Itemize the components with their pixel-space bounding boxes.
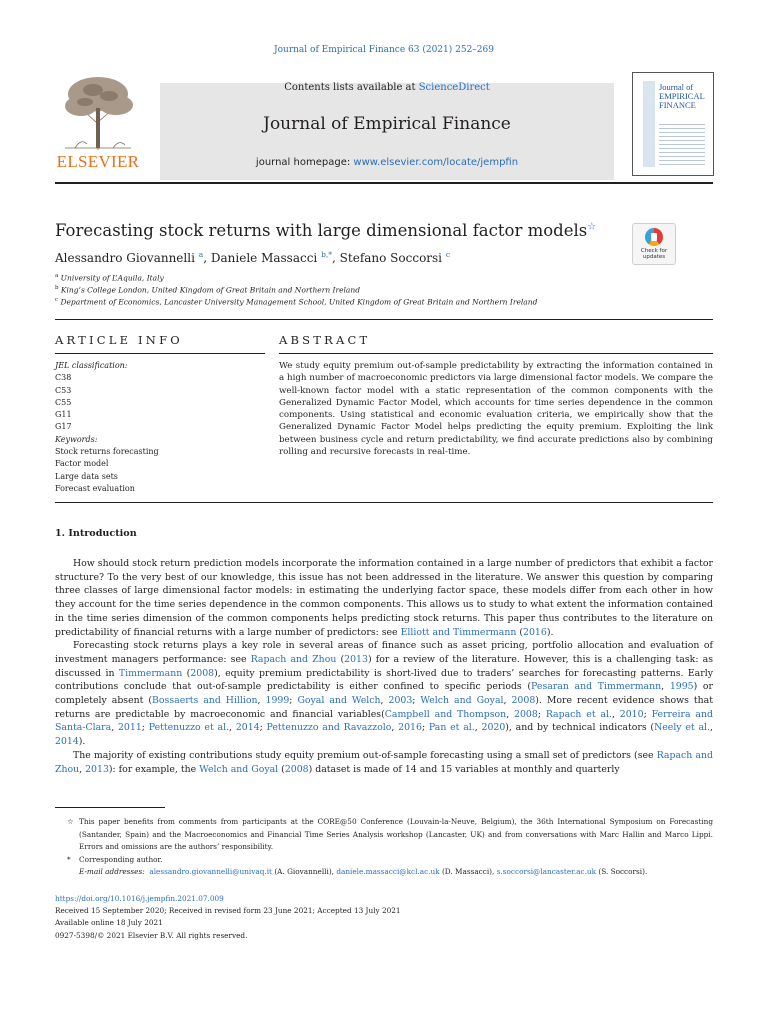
text-run: ; [259,722,267,734]
title-footnote-mark[interactable]: ☆ [587,221,597,233]
doi-link[interactable]: https://doi.org/10.1016/j.jempfin.2021.07.009 [55,894,224,903]
affiliation-mark: b [55,285,59,291]
text-run: ; [643,708,652,720]
citation-year-link[interactable]: 2008 [514,708,538,720]
footnote-asterisk-mark: * [67,854,71,864]
text-run: How should stock return prediction models incorporate the information contained in a large number of predictors that exhibit a factor structure? To the very best of our knowledge, this issue has not been addressed in the literature. We answer this question by comparing three classes of large dimensional factor models: in estimating the underlying factor space, these models differ from each other in how they account for the time series dependence in the common components. This allows us to study to what extent the information contained in the time series dimension of the common components helps predicting stock returns. This paper thus contributes to the literature on predictability of financial returns with a large number of predictors: see [55,558,713,638]
author-affil-mark[interactable]: c [445,250,451,259]
available-online: Available online 18 July 2021 [55,918,163,928]
text-run: , [474,722,482,734]
text-run: ) for a review of the literature. However, this is a challenging task: as discussed in [55,653,713,679]
footnote-emails [55,866,713,879]
footnote-acknowledgement-text: This paper benefits from comments from participants at the CORE@50 Conference (Louvain-la-Neuve, Belgium), the 36th International Symposium on Forecasting (Santander, Spain) and the Macroeconomics and Financial Time Series Analysis workshop (Lancaster, UK) and from conversations with Marc Hallin and Marco Lippi. Errors and omissions are the authors’ responsibility. [79,817,713,851]
citation-year-link[interactable]: 2014 [235,722,260,734]
text-run: , [391,722,399,734]
text-run: , [79,763,86,775]
keyword: Stock returns forecasting [55,447,159,457]
check-updates-label [633,248,675,260]
email-link[interactable]: daniele.massacci@kcl.ac.uk [336,867,440,876]
check-updates-line-1: Check for [640,248,668,254]
cover-title-line-1: Journal of [659,82,694,92]
text-run: , [111,722,118,734]
check-updates-icon [645,228,663,246]
text-run: ), equity premium predictability is short-lived due to traders’ searches for forecasting patterns. Early contributions conclude that out-of-sample predictability is either confined to specific periods ( [55,667,713,693]
footnote-star-mark: ☆ [67,817,74,826]
text-run: ( [278,763,285,775]
affiliation [55,273,164,283]
jel-code: C38 [55,373,72,383]
affiliation [55,285,360,295]
text-run: ; [289,695,298,707]
citation-link[interactable]: Welch and Goyal [420,695,504,707]
citation-link[interactable]: Bossaerts and Hillion [152,695,258,707]
affiliation-text: Department of Economics, Lancaster University Management School, United Kingdom of Great Britain and Northern Ireland [60,297,538,307]
affiliation [55,297,537,307]
citation-year-link[interactable]: 2011 [117,722,142,734]
text-run: ; [141,722,149,734]
jel-code: G11 [55,410,72,420]
footnotes [55,816,713,879]
jel-code: C55 [55,397,72,407]
citation-year-link[interactable]: 2010 [619,708,644,720]
homepage-link[interactable]: www.elsevier.com/locate/jempfin [353,157,519,168]
citation-link[interactable]: Campbell and Thompson [384,708,507,720]
citation-link[interactable]: Elliott and Timmermann [400,626,517,638]
citation-year-link[interactable]: 2014 [55,736,79,748]
citation-year-link[interactable]: 2016 [523,626,547,638]
email-owner: (D. Massacci), [441,867,495,876]
citation-link[interactable]: Pettenuzzo and Ravazzolo [266,722,392,734]
keyword: Large data sets [55,471,118,481]
author-name[interactable]: Daniele Massacci [210,251,318,265]
citation-year-link[interactable]: 2008 [511,695,536,707]
elsevier-logo [55,72,141,176]
affiliation-text: University of L’Aquila, Italy [60,273,164,283]
citation-year-link[interactable]: 2003 [388,695,413,707]
text-run: ). More recent evidence shows that returns are predictable by macroeconomic and financial variables( [55,695,713,720]
text-run: ; [412,695,421,707]
text-run: ): for example, the [108,763,200,775]
text-run: ; [537,708,546,720]
citation-link[interactable]: Welch and Goyal [199,763,279,775]
front-matter [55,893,713,942]
email-link[interactable]: alessandro.giovannelli@univaq.it [149,867,272,876]
cover-title [659,83,709,110]
body-paragraph [55,639,713,749]
citation-year-link[interactable]: 2013 [85,763,109,775]
contents-line [160,82,614,94]
affiliation-mark: c [55,297,59,303]
keywords-label: Keywords: [55,434,98,444]
copyright-line: 0927-5398/© 2021 Elsevier B.V. All rights reserved. [55,930,248,940]
article-info-panel [55,360,265,495]
citation-link[interactable]: Rapach and Zhou [55,749,714,775]
received-dates: Received 15 September 2020; Received in revised form 23 June 2021; Accepted 13 July 2021 [55,906,401,916]
email-link[interactable]: s.soccorsi@lancaster.ac.uk [496,867,597,876]
homepage-prefix: journal homepage: [255,157,354,168]
citation-link[interactable]: Pettenuzzo et al. [148,722,230,734]
email-label: E-mail addresses: [79,867,145,876]
text-run: ), and by technical indicators ( [505,722,655,734]
text-run: , [503,695,512,707]
author-list: Alessandro Giovannelli $^a$, Daniele Massacci $^{b,*}$, Stefano Soccorsi $^c$ [55,250,451,265]
citation-year-link[interactable]: 2013 [344,653,368,665]
keyword: Factor model [55,459,109,469]
text-run: , [709,722,713,734]
abstract-rule [279,353,713,354]
text-run: Forecasting stock returns plays a key role in several areas of finance such as asset pricing, portfolio allocation and evaluation of investment managers performance: see [55,640,713,665]
sciencedirect-link[interactable]: ScienceDirect [418,82,490,93]
introduction-body [55,557,713,776]
text-run: , [380,695,389,707]
citation-year-link[interactable]: 2016 [398,722,422,734]
text-run: , [257,695,266,707]
author-name[interactable]: Stefano Soccorsi [339,251,443,265]
citation-link[interactable]: Pesaran and Timmermann [531,681,662,693]
text-run: ; [421,722,429,734]
author-affil-mark[interactable]: b,* [321,250,333,259]
text-run: ) dataset is made of 14 and 15 variables at monthly and quarterly [308,763,620,775]
jel-code: G17 [55,422,72,432]
citation-year-link[interactable]: 2020 [481,722,506,734]
text-run: , [661,681,670,693]
check-updates-line-2: updates [642,254,666,260]
citation-link[interactable]: Ferreira and Santa-Clara [55,708,713,734]
article-info-heading: ARTICLE INFO [55,333,183,347]
masthead-rule [55,182,713,184]
citation-link[interactable]: Neely et al. [654,722,710,734]
citation-link[interactable]: Pan et al. [428,722,475,734]
text-run: , [611,708,620,720]
citation-link[interactable]: Rapach et al. [545,708,612,720]
journal-reference-link[interactable]: Journal of Empirical Finance 63 (2021) 252–269 [274,45,494,55]
keyword: Forecast evaluation [55,483,135,493]
abstract-text: We study equity premium out-of-sample predictability by extracting the information contained in a high number of macroeconomic predictors via large dimensional factor models. We compare the well-known factor model with a static representation of the common components with the Generalized Dynamic Factor Model, which accounts for time series dependence in the common components. Using statistical and economic evaluation criteria, we empirically show that the Generalized Dynamic Factor Model helps predicting the equity premium. Exploiting the link between business cycle and return predictability, we find accurate predictions also by combining rolling and recursive forecasts in real-time. [279,361,713,458]
journal-title: Journal of Empirical Finance [263,114,511,134]
cover-title-line-3: FINANCE [659,100,696,110]
footnote-corresponding [55,854,713,867]
citation-year-link[interactable]: 1995 [669,681,694,693]
text-run: ). [78,736,86,748]
affiliation-text: King’s College London, United Kingdom of Great Britain and Northern Ireland [60,285,361,295]
footnote-corresponding-text: Corresponding author. [79,854,163,864]
text-run: The majority of existing contributions study equity premium out-of-sample forecasting using a small set of predictors (see [73,749,657,761]
affiliation-rule [55,319,713,320]
contents-prefix: Contents lists available at [284,82,419,93]
footnote-acknowledgement [55,816,713,854]
text-run: ( [516,626,524,638]
citation-year-link[interactable]: 2008 [190,667,215,679]
abstract-bottom-rule [55,502,713,503]
cover-stripe [643,81,655,167]
jel-code: C53 [55,385,72,395]
text-run: ( [182,667,191,679]
text-run: , [229,722,236,734]
author-affil-mark[interactable]: a [198,250,204,259]
elsevier-wordmark: ELSEVIER [56,152,140,171]
body-paragraph [55,749,713,776]
email-owner: (A. Giovannelli), [274,867,334,876]
cover-title-line-2: EMPIRICAL [659,91,705,101]
citation-year-link[interactable]: 1999 [265,695,290,707]
homepage-line [160,157,614,168]
text-run: ) or completely absent ( [55,681,713,707]
article-title-text: Forecasting stock returns with large dimensional factor models [55,221,588,240]
email-owner: (S. Soccorsi). [598,867,648,876]
citation-link[interactable]: Rapach and Zhou [250,653,337,665]
cover-text-lines [659,121,705,165]
text-run: , [506,708,515,720]
affiliation-mark: a [55,273,59,279]
citation-link[interactable]: Goyal and Welch [297,695,381,707]
citation-link[interactable]: Timmermann [118,667,183,679]
citation-year-link[interactable]: 2008 [284,763,309,775]
jel-label: JEL classification: [55,361,128,370]
footnote-rule [55,807,165,808]
text-run: ( [336,653,345,665]
article-info-rule [55,353,265,354]
elsevier-tree-icon [55,72,141,152]
text-run: ). [546,626,554,638]
section-heading-introduction: 1. Introduction [55,528,137,539]
journal-cover-thumbnail [632,72,714,176]
check-for-updates-button[interactable] [632,223,676,265]
body-paragraph [55,557,713,639]
author-name[interactable]: Alessandro Giovannelli [55,251,195,265]
article-title [55,221,596,240]
abstract-heading: ABSTRACT [279,333,371,347]
